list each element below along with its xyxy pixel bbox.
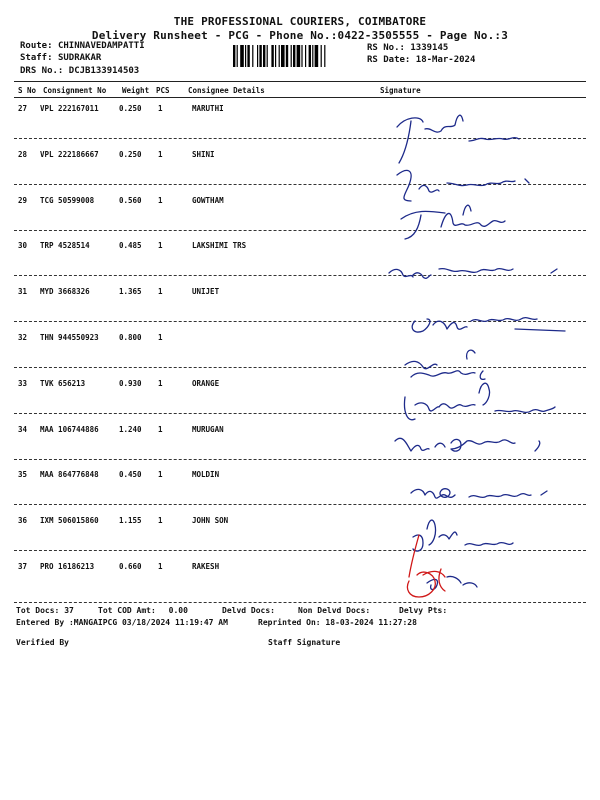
row-weight: 0.660 [119, 562, 142, 571]
entered-by: Entered By :MANGAIPCG 03/18/2024 11:19:47 AM [16, 618, 228, 627]
col-header-signature: Signature [380, 86, 421, 95]
row-consignee: UNIJET [192, 287, 220, 297]
barcode-image [233, 45, 358, 67]
row-pcs: 1 [158, 287, 163, 297]
row-consignment: TVK 656213 [40, 378, 86, 388]
staff-signature-label: Staff Signature [268, 638, 341, 647]
row-weight: 1.155 [119, 516, 142, 526]
drs-line [20, 66, 139, 76]
route-label: Route: [20, 41, 53, 51]
signature-29 [401, 205, 505, 239]
row-consignee: SHINI [192, 149, 215, 159]
row-consignee: MURUGAN [192, 424, 224, 434]
company-title: THE PROFESSIONAL COURIERS, COIMBATORE [173, 15, 427, 28]
row-consignment: IXM 506015860 [40, 516, 99, 526]
signature-30 [389, 269, 557, 279]
row-consignee: MOLDIN [192, 470, 220, 480]
drs-label: DRS No.: [20, 66, 64, 76]
handwritten-signatures [375, 97, 586, 602]
row-consignment: MYD 3668326 [40, 287, 90, 297]
row-pcs: 1 [158, 562, 163, 571]
row-consignment: VPL 222186667 [40, 149, 99, 159]
row-consignment: MAA 106744886 [40, 424, 99, 434]
row-consignment: VPL 222167011 [40, 104, 99, 113]
rs-no-value: 1339145 [410, 43, 449, 53]
col-header-pcs: PCS [156, 86, 170, 95]
row-consignment: PRO 16186213 [40, 562, 95, 571]
row-consignee: LAKSHIMI TRS [192, 241, 247, 251]
rs-date-line [367, 55, 475, 65]
row-pcs: 1 [158, 516, 163, 526]
row-sno: 28 [18, 149, 28, 159]
route-value: CHINNAVEDAMPATTI [57, 41, 145, 51]
staff-line [20, 53, 101, 63]
signature-27 [397, 115, 519, 163]
row-pcs: 1 [158, 333, 163, 342]
rs-date-value: 18-Mar-2024 [415, 55, 476, 65]
row-consignment: TRP 4528514 [40, 241, 90, 251]
signature-33 [404, 383, 555, 420]
rs-no-label: RS No.: [367, 43, 405, 53]
verified-by-label: Verified By [16, 638, 69, 647]
delvd-docs-label: Delvd Docs: [222, 606, 275, 615]
row-weight: 0.800 [119, 333, 142, 342]
signature-36 [413, 520, 513, 551]
header-rule-top [14, 81, 586, 82]
row-sno: 30 [18, 241, 28, 251]
row-weight: 0.485 [119, 241, 142, 251]
row-consignment: TCG 50599008 [40, 195, 95, 205]
tot-cod-value: 0.00 [168, 606, 188, 615]
row-weight: 0.450 [119, 470, 142, 480]
row-weight: 0.250 [119, 104, 142, 113]
rs-no-line [367, 43, 448, 53]
row-pcs: 1 [158, 470, 163, 480]
signature-31 [412, 318, 565, 332]
route-line [20, 41, 145, 51]
footer-rule [14, 602, 586, 603]
row-weight: 1.240 [119, 424, 142, 434]
row-sno: 35 [18, 470, 28, 480]
staff-value: SUDRAKAR [57, 53, 102, 63]
signature-35 [411, 489, 547, 498]
row-consignee: RAKESH [192, 562, 220, 571]
row-consignee: MARUTHI [192, 104, 224, 113]
footer-totals-line [16, 606, 74, 615]
delvy-pts-label: Delvy Pts: [399, 606, 448, 615]
row-sno: 32 [18, 333, 28, 342]
row-sno: 34 [18, 424, 28, 434]
col-header-sno: S No [18, 86, 37, 95]
tot-docs-label: Tot Docs: [16, 606, 60, 615]
row-weight: 0.560 [119, 195, 142, 205]
non-delvd-docs-label: Non Delvd Docs: [298, 606, 371, 615]
drs-value: DCJB133914503 [68, 66, 140, 76]
row-consignment: MAA 864776848 [40, 470, 99, 480]
row-sno: 37 [18, 562, 28, 571]
signature-34 [395, 438, 540, 451]
row-weight: 0.250 [119, 149, 142, 159]
red-correction-scribble [407, 535, 445, 597]
row-consignee: JOHN SON [192, 516, 229, 526]
row-pcs: 1 [158, 424, 163, 434]
col-header-weight: Weight [122, 86, 150, 95]
row-pcs: 1 [158, 241, 163, 251]
row-pcs: 1 [158, 378, 163, 388]
signature-32 [405, 350, 485, 379]
rs-date-label: RS Date: [367, 55, 411, 65]
row-sno: 31 [18, 287, 28, 297]
row-pcs: 1 [158, 195, 163, 205]
row-consignee: ORANGE [192, 378, 220, 388]
tot-cod-label: Tot COD Amt: [98, 606, 156, 615]
reprinted-on: Reprinted On: 18-03-2024 11:27:28 [258, 618, 417, 627]
row-sno: 36 [18, 516, 28, 526]
row-weight: 1.365 [119, 287, 142, 297]
staff-label: Staff: [20, 53, 53, 63]
row-pcs: 1 [158, 149, 163, 159]
row-sno: 27 [18, 104, 28, 113]
col-header-consignee: Consignee Details [188, 86, 265, 95]
row-pcs: 1 [158, 104, 163, 113]
tot-docs-value: 37 [64, 606, 74, 615]
row-consignee: GOWTHAM [192, 195, 224, 205]
row-weight: 0.930 [119, 378, 142, 388]
signature-column [375, 97, 586, 602]
row-sno: 29 [18, 195, 28, 205]
runsheet-subtitle: Delivery Runsheet - PCG - Phone No.:0422-3505555 - Page No.:3 [91, 29, 509, 42]
row-sno: 33 [18, 378, 28, 388]
signature-28 [397, 170, 529, 201]
tot-cod-group [98, 606, 188, 615]
row-consignment: THN 944550923 [40, 333, 99, 342]
col-header-consignment: Consignment No [43, 86, 107, 95]
